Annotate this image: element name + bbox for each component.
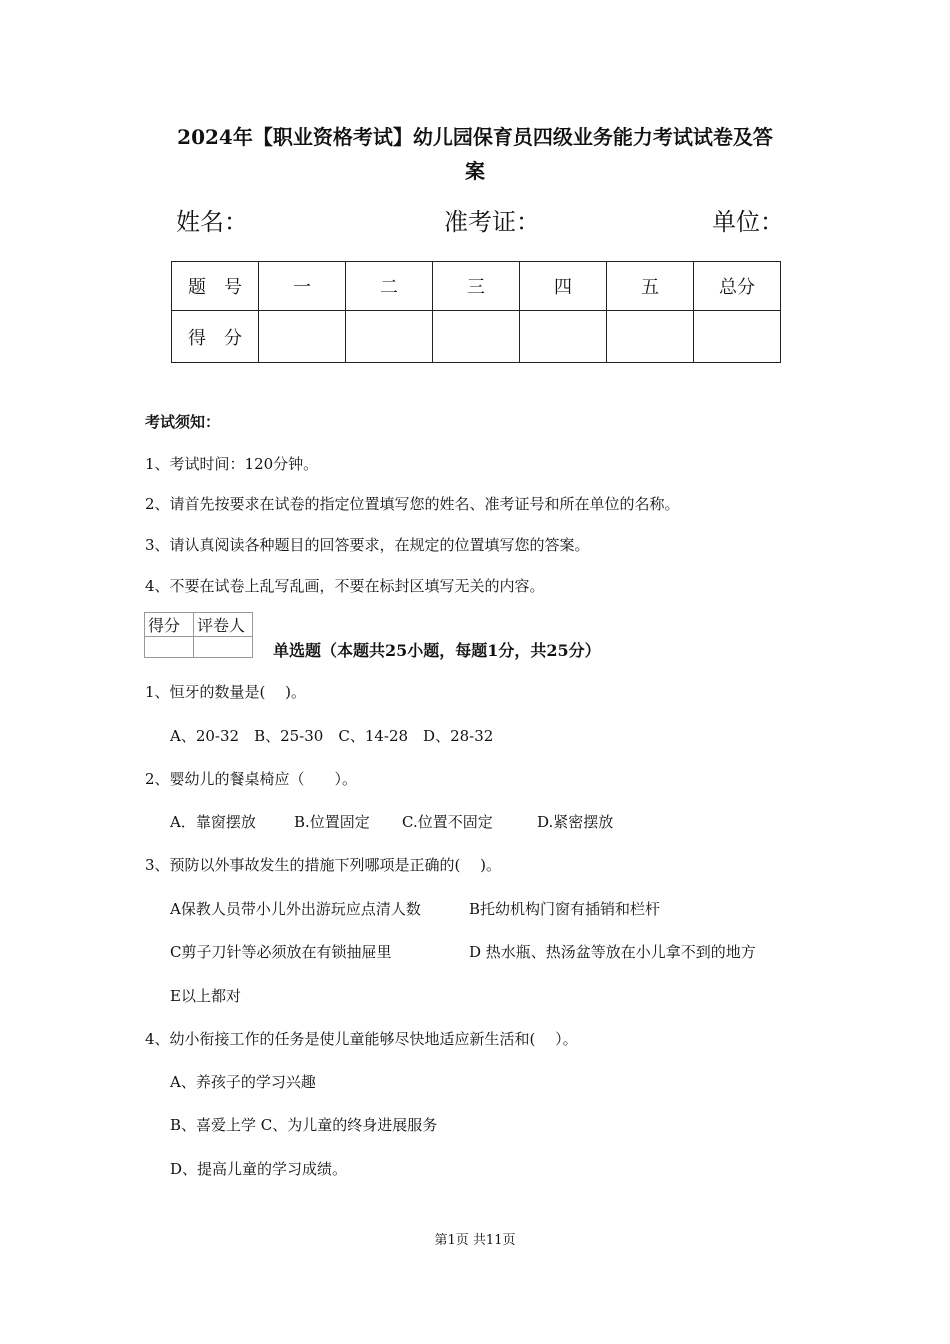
score-table-cell: 得 分 [172, 311, 259, 363]
score-entry-cell[interactable] [607, 311, 694, 363]
section-title: 单选题（本题共25小题，每题1分，共25分） [273, 641, 601, 660]
score-table-cell: 总分 [694, 262, 781, 311]
question-option: A、养孩子的学习兴趣 [170, 1073, 316, 1091]
score-table-cell: 一 [259, 262, 346, 311]
unit-label: 单位： [712, 208, 784, 236]
question-stem: 1、恒牙的数量是( )。 [145, 683, 307, 701]
score-table-cell: 二 [346, 262, 433, 311]
notice-heading: 考试须知： [145, 413, 221, 431]
question-option: A．靠窗摆放 [170, 813, 256, 831]
score-table-cell: 题 号 [172, 262, 259, 311]
exam-title-line1: 2024年【职业资格考试】幼儿园保育员四级业务能力考试试卷及答 [177, 125, 773, 149]
grader-name-label: 评卷人 [194, 613, 253, 637]
score-table-cell: 三 [433, 262, 520, 311]
score-entry-cell[interactable] [433, 311, 520, 363]
question-option: B.位置固定 [294, 813, 370, 831]
score-entry-cell[interactable] [259, 311, 346, 363]
question-option: D 热水瓶、热汤盆等放在小儿拿不到的地方 [469, 943, 756, 961]
notice-item: 2、请首先按要求在试卷的指定位置填写您的姓名、准考证号和所在单位的名称。 [145, 495, 680, 513]
grader-score-cell[interactable] [145, 637, 194, 658]
question-option: E以上都对 [170, 987, 241, 1005]
grader-score-label: 得分 [145, 613, 194, 637]
score-table-score-row [172, 311, 781, 363]
question-stem: 4、幼小衔接工作的任务是使儿童能够尽快地适应新生活和( ）。 [145, 1030, 578, 1048]
question-option: B托幼机构门窗有插销和栏杆 [469, 900, 661, 918]
score-entry-cell[interactable] [694, 311, 781, 363]
score-table-cell: 五 [607, 262, 694, 311]
name-label: 姓名： [176, 208, 248, 236]
grader-box [144, 612, 253, 658]
exam-id-label: 准考证： [444, 208, 540, 236]
question-option: B、喜爱上学 C、为儿童的终身进展服务 [170, 1116, 438, 1134]
page-footer: 第1页 共11页 [434, 1233, 516, 1248]
score-entry-cell[interactable] [520, 311, 607, 363]
score-table [171, 261, 781, 363]
question-option: D.紧密摆放 [537, 813, 614, 831]
grader-name-cell[interactable] [194, 637, 253, 658]
notice-item: 3、请认真阅读各种题目的回答要求，在规定的位置填写您的答案。 [145, 536, 590, 554]
question-stem: 3、预防以外事故发生的措施下列哪项是正确的( )。 [145, 856, 502, 874]
score-table-cell: 四 [520, 262, 607, 311]
question-stem: 2、婴幼儿的餐桌椅应（ ）。 [145, 770, 358, 788]
notice-item: 1、考试时间：120分钟。 [145, 455, 319, 473]
question-option: C.位置不固定 [402, 813, 493, 831]
score-entry-cell[interactable] [346, 311, 433, 363]
exam-title-line2: 案 [465, 159, 485, 183]
score-table-header-row [172, 262, 781, 311]
question-option: D、提高儿童的学习成绩。 [170, 1160, 348, 1178]
question-options: A、20-32 B、25-30 C、14-28 D、28-32 [170, 727, 494, 745]
question-option: C剪子刀针等必须放在有锁抽屉里 [170, 943, 392, 961]
question-option: A保教人员带小儿外出游玩应点清人数 [170, 900, 421, 918]
notice-item: 4、不要在试卷上乱写乱画，不要在标封区填写无关的内容。 [145, 577, 545, 595]
